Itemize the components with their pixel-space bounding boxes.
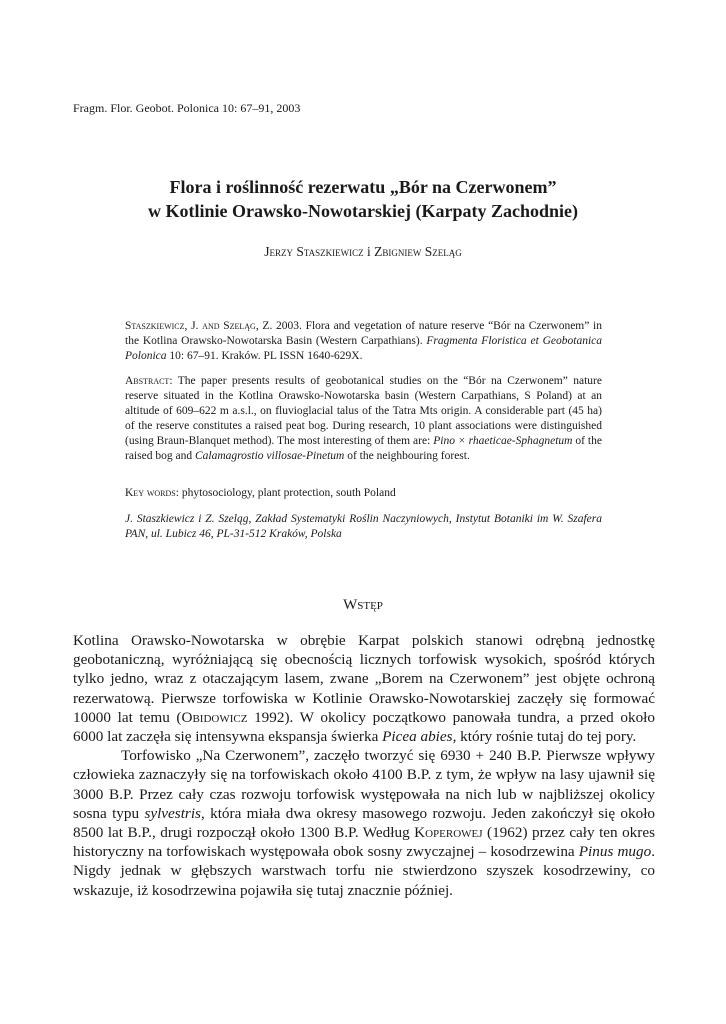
p1-text-3: , który rośnie tutaj do tej pory. — [452, 728, 637, 746]
abstract-label: Abstract — [125, 375, 170, 387]
author-1: Jerzy Staszkiewicz — [264, 244, 364, 259]
title-line-1: Flora i roślinność rezerwatu „Bór na Czerwonem” — [169, 177, 557, 197]
author-2: Zbigniew Szeląg — [374, 244, 462, 259]
p2-text-4: . Nigdy jednak w głębszych warstwach torfu nie stwierdzono szyszek kosodrzewiny, co wskazuje, iż kosodrzewina pojawiła się tutaj znacznie później. — [73, 843, 655, 899]
abstract-text-3: of the neighbouring forest. — [344, 449, 470, 462]
p2-species-1: sylvestris — [144, 804, 201, 822]
keywords-block — [125, 486, 602, 501]
section-heading: Wstęp — [343, 597, 383, 613]
abstract-block — [125, 374, 602, 463]
p2-text-3: (1962) przez cały ten okres historyczny na torfowiskach występowała obok sosny zwyczajnej – kosodrzewina — [73, 824, 655, 861]
p2-text-2: , która miała dwa okresy masowego rozwoju. Jeden zakończył się około 8500 lat B.P., drugi rozpoczął około 1300 B.P. Według — [73, 804, 656, 842]
citation-and: and — [202, 320, 220, 332]
abstract-species-1: Pino × rhaeticae-Sphagnetum — [433, 434, 573, 447]
author-conjunction: i — [363, 244, 375, 259]
citation-author-2: Szeląg — [223, 320, 256, 332]
citation-initial-1: , J. — [184, 320, 203, 332]
abstract-text-2: of the raised bog and — [125, 434, 602, 462]
citation-author-1: Staszkiewicz — [125, 320, 185, 332]
p1-text-2: 1992). W okolicy początkowo panowała tundra, a przed około 6000 lat zaczęła się intensywna ekspansja świerka — [73, 708, 655, 746]
paragraph-2 — [73, 746, 655, 900]
p1-reference: Obidowicz — [181, 708, 248, 726]
p2-reference: Koperowej — [414, 824, 483, 842]
keywords-text: : phytosociology, plant protection, south Poland — [175, 487, 396, 499]
journal-reference: Fragm. Flor. Geobot. Polonica 10: 67–91, 2003 — [73, 101, 301, 115]
p1-species: Picea abies — [382, 728, 453, 746]
citation-block — [125, 319, 602, 364]
abstract-species-2: Calamagrostio villosae-Pinetum — [194, 449, 345, 462]
author-address: J. Staszkiewicz i Z. Szeląg, Zakład Systematyki Roślin Naczyniowych, Instytut Botaniki im W. Szafera PAN, ul. Lubicz 46, PL-31-512 Kraków, Polska — [125, 513, 602, 540]
p1-text-1: Kotlina Orawsko-Nowotarska w obrębie Karpat polskich stanowi odrębną jednostkę geobotaniczną, wyróżniającą się obecnością licznych torfowisk wysokich, spośród których tylko jedno, wraz z otaczającym lasem, zwane „Borem na Czerwonem” jest objęte ochroną rezerwatową. Pierwsze torfowiska w Kotlinie Orawsko-Nowotarskiej zaczęły się formować 10000 lat temu ( — [73, 632, 655, 726]
author-line — [40, 244, 686, 260]
p2-species-2: Pinus mugo — [578, 843, 652, 861]
paragraph-1 — [73, 631, 655, 746]
abstract-text-1: : The paper presents results of geobotanical studies on the “Bór na Czerwonem” nature reserve situated in the Kotlina Orawsko-Nowotarska basin (Western Carpathians, S Poland) at an altitude of 609–622 m a.s.l., on fluvioglacial talus of the Tatra Mts origin. A considerable part (45 ha) of the reserve constitutes a raised peat bog. During research, 10 plant associations were distinguished (using Braun-Blanquet method). The most interesting of them are: — [125, 375, 602, 447]
article-title — [40, 175, 686, 223]
body-text — [73, 631, 655, 900]
keywords-label: Key words — [125, 487, 176, 499]
citation-tail: 10: 67–91. Kraków. PL ISSN 1640-629X. — [166, 349, 363, 362]
title-line-2: w Kotlinie Orawsko-Nowotarskiej (Karpaty Zachodnie) — [148, 201, 578, 221]
p2-text-1: Torfowisko „Na Czerwonem”, zaczęło tworzyć się 6930 + 240 B.P. Pierwsze wpływy człowieka zaznaczyły się na torfowiskach około 4100 B.P. z tym, że wpływ na lasy ujawnił się 3000 B.P. Przez cały czas rozwoju torfowisk występowała na nich lub w najbliższej okolicy sosna typu — [73, 747, 655, 822]
citation-journal: Fragmenta Floristica et Geobotanica Polonica — [125, 334, 602, 362]
citation-text: , Z. 2003. Flora and vegetation of nature reserve “Bór na Czerwonem” in the Kotlina Orawsko-Nowotarska Basin (Western Carpathians). — [125, 320, 603, 347]
